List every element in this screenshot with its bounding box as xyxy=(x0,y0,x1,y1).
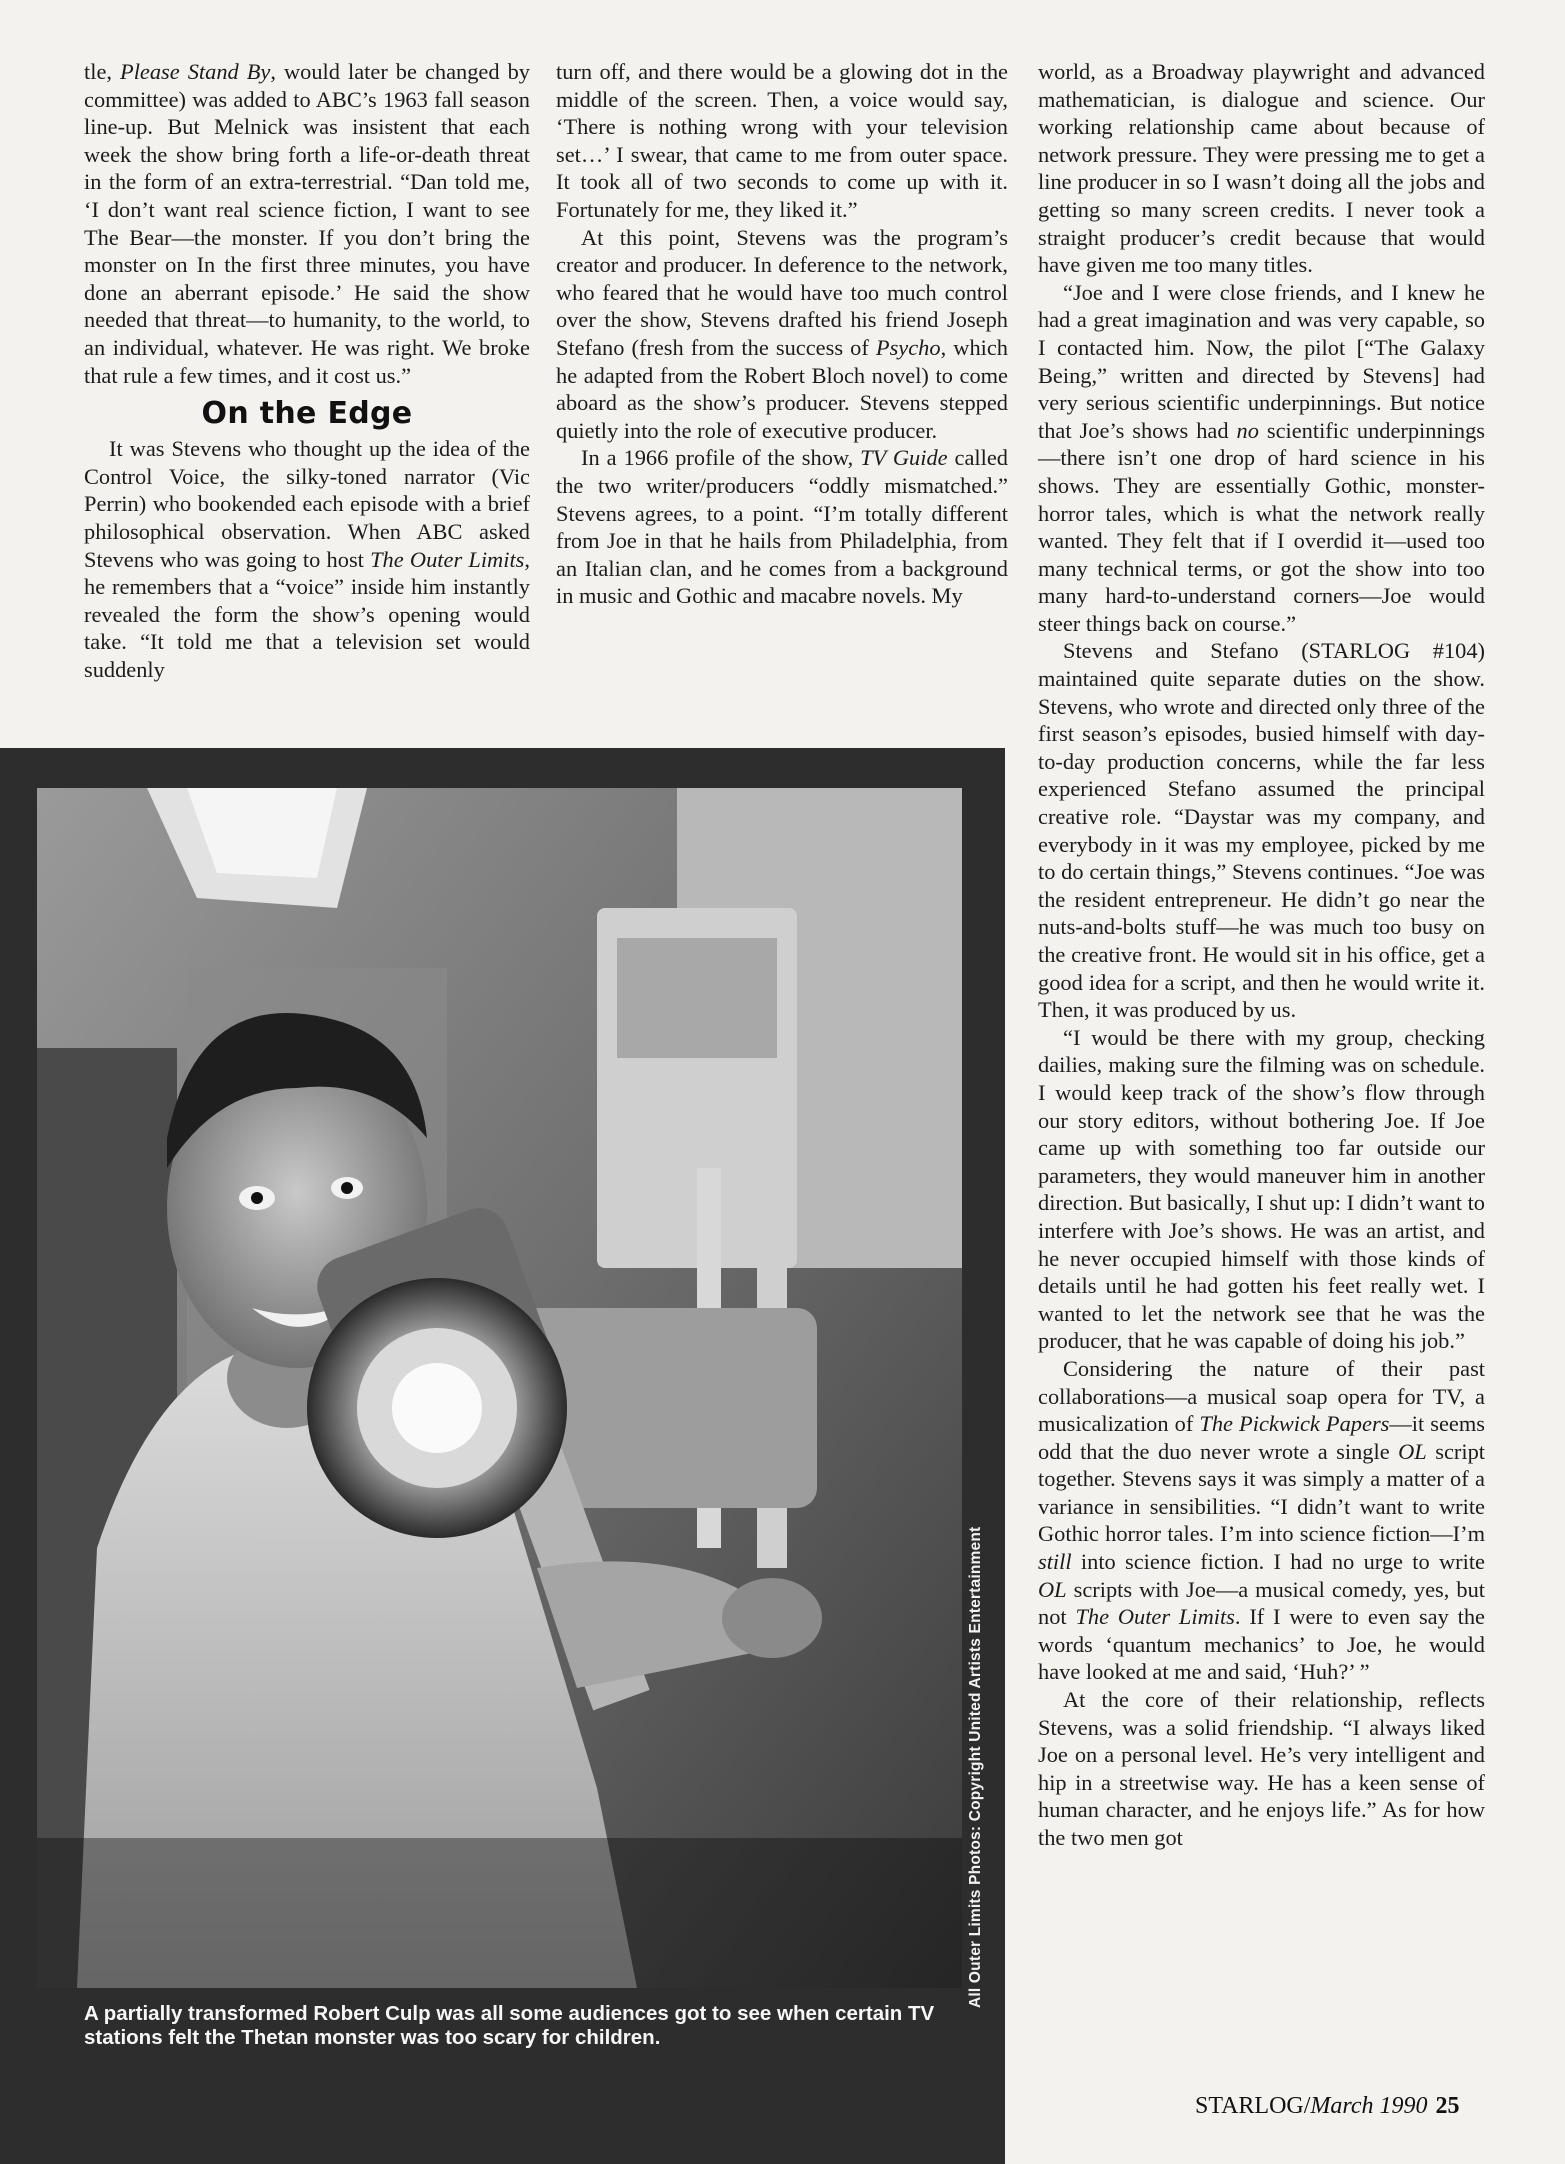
paragraph: In a 1966 profile of the show, TV Guide called the two writer/producers “oddly mismatched.” Stevens agrees, to a point. “I’m totally different from Joe in that he hails from Philadelphia, from an Italian clan, and he comes from a background in music and Gothic and macabre novels. My xyxy=(556,445,1008,609)
paragraph: Stevens and Stefano (STARLOG #104) maintained quite separate duties on the show. Stevens, who wrote and directed only three of the first season’s episodes, busied himself with day-to-day production concerns, while the far less experienced Stefano assumed the principal creative role. “Daystar was my company, and everybody in it was my employee, picked by me to do certain things,” Stevens continues. “Joe was the resident entrepreneur. He didn’t go near the nuts-and-bolts stuff—he was much too busy on the creative front. He would sit in his office, get a good idea for a script, and then he would write it. Then, it was produced by us. xyxy=(1038,638,1485,1023)
photo-robert-culp xyxy=(37,788,962,1988)
paragraph: It was Stevens who thought up the idea of the Control Voice, the silky-toned narrator (Vic Perrin) who bookended each episode with a brief philosophical observation. When ABC asked Stevens who was going to host The Outer Limits, he remembers that a “voice” inside him instantly revealed the form the show’s opening would take. “It told me that a television set would suddenly xyxy=(84,436,530,682)
page-number: 25 xyxy=(1435,2093,1460,2119)
paragraph: turn off, and there would be a glowing dot in the middle of the screen. Then, a voice would say, ‘There is nothing wrong with your television set…’ I swear, that came to me from outer space. It took all of two seconds to come up with it. Fortunately for me, they liked it.” xyxy=(556,59,1008,222)
photo-panel xyxy=(0,748,1005,2164)
photo-illustration xyxy=(37,788,962,1988)
page-footer: STARLOG/March 1990 25 xyxy=(1195,2093,1460,2119)
paragraph: tle, Please Stand By, would later be changed by committee) was added to ABC’s 1963 fall season line-up. But Melnick was insistent that each week the show bring forth a life-or-death threat in the form of an extra-terrestrial. “Dan told me, ‘I don’t want real science fiction, I want to see The Bear—the monster. If you don’t bring the monster on In the first three minutes, you have done an aberrant episode.’ He said the show needed that threat—to humanity, to the world, to an individual, whatever. He was right. We broke that rule a few times, and it cost us.” xyxy=(84,59,530,388)
paragraph: At the core of their relationship, reflects Stevens, was a solid friendship. “I always liked Joe on a personal level. He’s very intelligent and hip in a streetwise way. He has a keen sense of human character, and he enjoys life.” As for how the two men got xyxy=(1038,1687,1485,1850)
paragraph: world, as a Broadway playwright and advanced mathematician, is dialogue and science. Our working relationship came about because of network pressure. They were pressing me to get a line producer in so I wasn’t doing all the jobs and getting so many screen credits. I never took a straight producer’s credit because that would have given me too many titles. xyxy=(1038,59,1485,278)
article-column-1 xyxy=(84,58,530,683)
paragraph: At this point, Stevens was the program’s creator and producer. In deference to the network, who feared that he would have too much control over the show, Stevens drafted his friend Joseph Stefano (fresh from the success of Psycho, which he adapted from the Robert Bloch novel) to come aboard as the show’s producer. Stevens stepped quietly into the role of executive producer. xyxy=(556,224,1008,443)
paragraph: Considering the nature of their past collaborations—a musical soap opera for TV, a musicalization of The Pickwick Papers—it seems odd that the duo never wrote a single OL script together. Stevens says it was simply a matter of a variance in sensibilities. “I didn’t want to write Gothic horror tales. I’m into science fiction—I’m still into science fiction. I had no urge to write OL scripts with Joe—a musical comedy, yes, but not The Outer Limits. If I were to even say the words ‘quantum mechanics’ to Joe, he would have looked at me and said, ‘Huh?’ ” xyxy=(1038,1355,1486,1685)
issue-date: March 1990 xyxy=(1310,2093,1428,2119)
magazine-name: STARLOG xyxy=(1195,2093,1304,2119)
article-column-3 xyxy=(1038,58,1485,1852)
paragraph: “I would be there with my group, checking dailies, making sure the filming was on schedule. I would keep track of the show’s flow through our story editors, without bothering Joe. If Joe came up with something too far outside our parameters, they would maneuver him in another direction. But basically, I shut up: I didn’t want to interfere with Joe’s shows. He was an artist, and he never occupied himself with those kinds of details until he had gotten his feet really wet. I wanted to let the network see that he was the producer, that he was capable of doing his job.” xyxy=(1038,1024,1485,1354)
photo-credit: All Outer Limits Photos: Copyright United Artists Entertainment xyxy=(967,1526,984,2008)
article-column-2 xyxy=(556,58,1008,610)
photo-caption: A partially transformed Robert Culp was all some audiences got to see when certain TV stations felt the Thetan monster was too scary for children. xyxy=(84,2002,935,2049)
section-subheading: On the Edge xyxy=(201,396,413,432)
paragraph: “Joe and I were close friends, and I knew he had a great imagination and was very capable, so I contacted him. Now, the pilot [“The Galaxy Being,” written and directed by Stevens] had very serious scientific underpinnings. But notice that Joe’s shows had no scientific underpinnings—there isn’t one drop of hard science in his shows. They are essentially Gothic, monster-horror tales, which is what the network really wanted. They felt that if I overdid it—used too many technical terms, or got the show into too many hard-to-understand corners—Joe would steer things back on course.” xyxy=(1038,279,1485,636)
